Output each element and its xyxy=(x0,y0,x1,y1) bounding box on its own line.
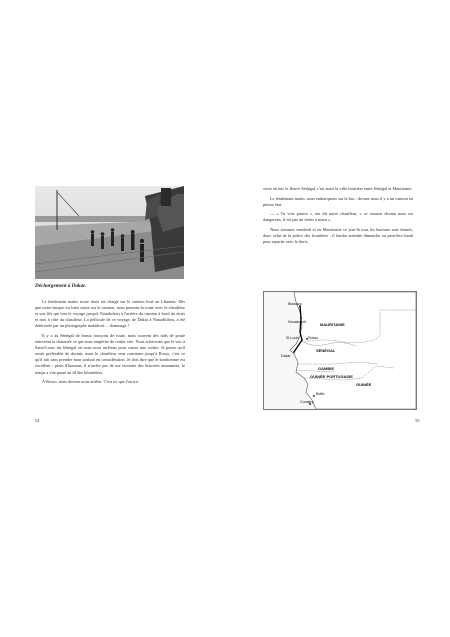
map-label-dakar: Dakar xyxy=(281,354,291,358)
paragraph: À Rosso, nous devons nous arrêter. C'est ici que l'on tra- xyxy=(42,379,140,385)
paragraph: Le lendemain matin, nous embarquons sur le bac ; devant nous il y a un camion en piteux état. xyxy=(263,195,413,207)
photo-caption: Déchargement à Dakar. xyxy=(35,283,87,289)
paragraph: verse en bac le fleuve Sénégal, c'est aussi la ville frontière entre Sénégal et Mauritanie. xyxy=(263,186,413,191)
map-label-conakry: Conakry xyxy=(300,400,314,404)
left-body-text xyxy=(35,299,185,389)
city-marker xyxy=(300,317,302,319)
map-label-senegal: SÉNÉGAL xyxy=(316,348,336,353)
page-number-left: 54 xyxy=(35,418,40,423)
land-coastline xyxy=(290,292,416,409)
map-label-guinee-portugaise: GUINÉE PORTUGAISE xyxy=(310,374,353,379)
route-map xyxy=(263,291,417,410)
page-number-right: 55 xyxy=(415,418,420,423)
paragraph: Le lendemain matin, notre doris est chargé sur le camion loué au Libanais. Dès que notre barque est bien saisie sur le camion, nous prenons la route avec le chauffeur et son fils qui fera le voyage jusqu'à Nouakchott à l'arrière du camion à bord du doris et moi à côté du chauffeur. La pellicule de ce voyage, de Dakar à Nouadhibou, a été détériorée par un photographe maladroit… dommage ! xyxy=(35,299,185,329)
map-label-rosso: Rosso xyxy=(308,336,319,340)
map-outline xyxy=(264,292,416,409)
city-marker xyxy=(313,395,315,397)
map-label-blawaza: Blawaza xyxy=(288,302,302,306)
paragraph: Il y a au Sénégal de beaux tronçons de route, mais souvent des nids de poule entravent la chaussée ce qui nous empêche de rouler vite. Nous n'arrivons que le soir à Saint-Louis du Sénégal où nous nous arrêtons pour casser une croûte. Je pense qu'il serait préférable de dormir, mais le chauffeur veut continuer jusqu'à Rosso, c'est ce qu'il fait sans prendre mon souhait en considération. Je dois dire que le bonhomme est excellent ; plein d'humour, il n'arrête pas de me raconter des histoires amusantes, le temps a vite passé au fil des kilomètres. xyxy=(35,332,185,375)
map-label-nouakchott: Nouakchott xyxy=(288,320,307,324)
map-label-mauritanie: MAURITANIE xyxy=(320,322,345,327)
paragraph: Nous sommes vendredi et en Mauritanie ce jour-là tous les bureaux sont fermés, donc celui de la police des frontières ; il faudra attendre dimanche ou peut-être lundi pour repartir avec le doris. xyxy=(263,226,413,245)
unloading-photo xyxy=(35,186,184,279)
map-label-gambie: GAMBIE xyxy=(318,366,334,371)
dock-scene-illustration xyxy=(35,186,184,279)
map-label-guinee: GUINÉE xyxy=(356,382,372,387)
map-label-boffa: Boffa xyxy=(316,392,325,396)
right-body-text xyxy=(263,186,413,249)
city-marker xyxy=(301,339,303,341)
paragraph: — « Tu vois patron », me dit notre chauffeur, « ce camion devant nous est dangereux, il n'a pas de freins à main ». xyxy=(263,211,413,223)
city-marker xyxy=(293,351,295,353)
map-label-st-louis: St Louis xyxy=(286,336,299,340)
